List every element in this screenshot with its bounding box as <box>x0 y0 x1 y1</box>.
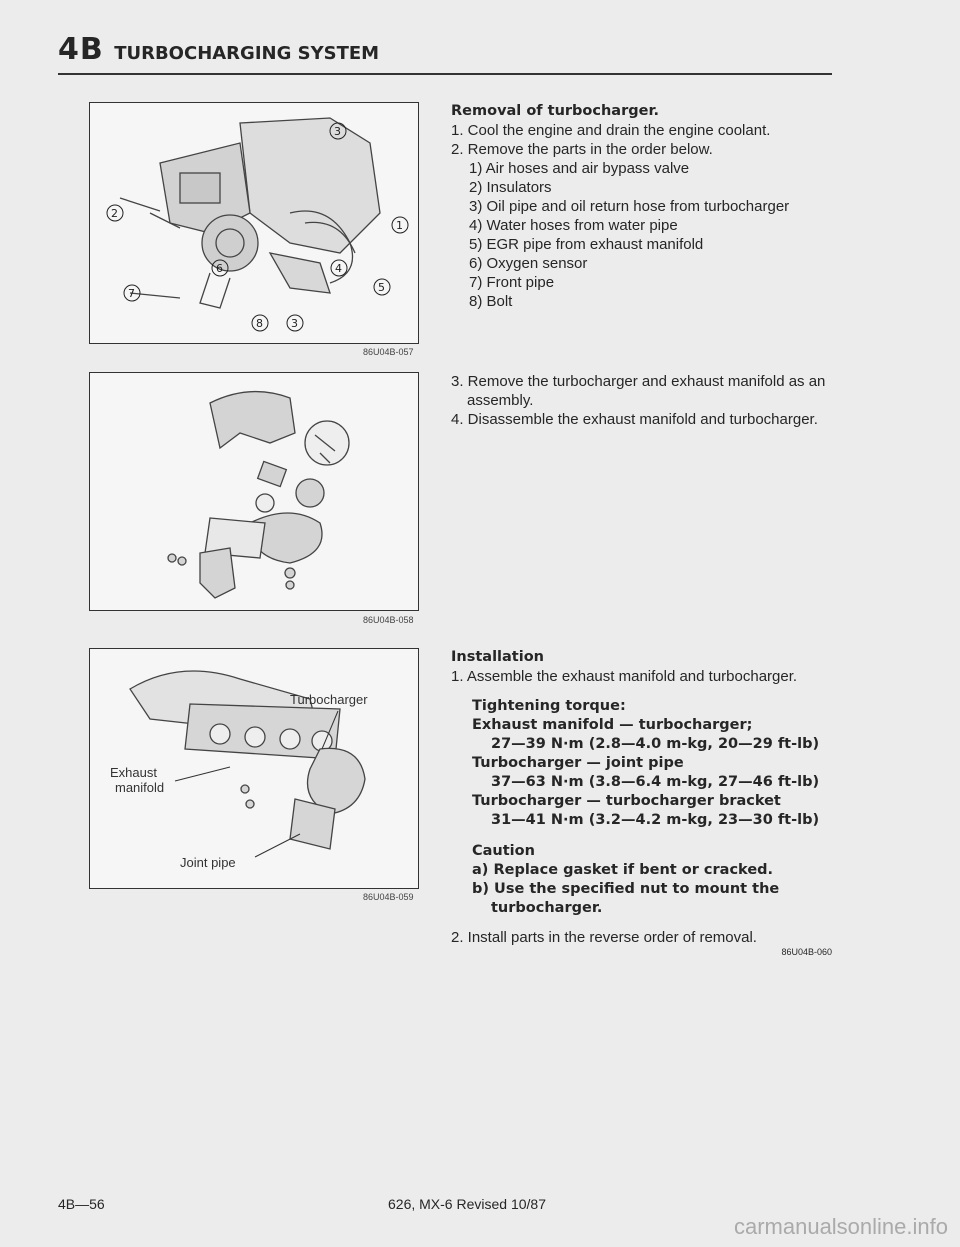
caution-heading: Caution <box>472 843 535 859</box>
exhaust-assembly-illustration <box>90 373 418 610</box>
spacer <box>451 918 846 928</box>
torque-2-label: Turbocharger — joint pipe <box>472 755 684 771</box>
callout-8-icon: 8 <box>256 317 263 330</box>
part-item: 8) Bolt <box>469 293 513 310</box>
callout-7-icon: 7 <box>128 287 135 300</box>
installation-step-1: 1. Assemble the exhaust manifold and turbocharger. <box>451 668 798 685</box>
installation-heading: Installation <box>451 649 544 665</box>
page-number: 4B—56 <box>58 1196 105 1212</box>
spacer <box>451 686 846 697</box>
callout-3-icon: 3 <box>334 125 341 138</box>
removal-heading: Removal of turbocharger. <box>451 103 660 119</box>
callout-3b-icon: 3 <box>291 317 298 330</box>
torque-3-label: Turbocharger — turbocharger bracket <box>472 793 781 809</box>
removal-step-3: 3. Remove the turbocharger and exhaust manifold as an assembly. <box>451 373 826 409</box>
manifold-illustration <box>90 649 418 888</box>
figure-manifold-turbo-joint <box>89 648 419 889</box>
figure-code: 86U04B-057 <box>363 347 414 357</box>
removal-step-4: 4. Disassemble the exhaust manifold and turbocharger. <box>451 411 818 428</box>
callout-5-icon: 5 <box>378 281 385 294</box>
page-header <box>58 32 379 67</box>
part-item: 6) Oxygen sensor <box>469 255 588 272</box>
figure-turbo-assembly <box>89 372 419 611</box>
engine-illustration <box>90 103 418 343</box>
label-joint-pipe: Joint pipe <box>180 855 236 870</box>
torque-1-label: Exhaust manifold — turbocharger; <box>472 717 753 733</box>
part-item: 3) Oil pipe and oil return hose from turbocharger <box>469 198 790 215</box>
removal-section-cont <box>451 372 846 429</box>
part-item: 1) Air hoses and air bypass valve <box>469 160 690 177</box>
section-number: 4B <box>58 32 104 67</box>
callout-4-icon: 4 <box>335 262 342 275</box>
part-item: 5) EGR pipe from exhaust manifold <box>469 236 704 253</box>
part-item: 4) Water hoses from water pipe <box>469 217 678 234</box>
spacer <box>451 830 846 842</box>
removal-step-2: 2. Remove the parts in the order below. <box>451 141 713 158</box>
callout-6-icon: 6 <box>216 262 223 275</box>
label-manifold: manifold <box>115 780 165 795</box>
callout-1-icon: 1 <box>396 219 403 232</box>
part-item: 7) Front pipe <box>469 274 555 291</box>
removal-step-1: 1. Cool the engine and drain the engine coolant. <box>451 122 771 139</box>
section-title: TURBOCHARGING SYSTEM <box>114 43 380 64</box>
installation-section <box>451 648 846 958</box>
header-rule <box>58 73 832 75</box>
figure-code: 86U04B-060 <box>781 947 832 957</box>
caution-b: b) Use the specified nut to mount the turbocharger. <box>472 881 780 916</box>
watermark: carmanualsonline.info <box>733 1214 948 1239</box>
torque-heading: Tightening torque: <box>472 698 626 714</box>
torque-3-value: 31—41 N·m (3.2—4.2 m-kg, 23—30 ft-lb) <box>491 812 820 828</box>
caution-a: a) Replace gasket if bent or cracked. <box>472 862 774 878</box>
removal-section <box>451 102 846 311</box>
figure-turbo-removal-parts <box>89 102 419 344</box>
label-turbocharger: Turbocharger <box>290 692 368 707</box>
model-revision: 626, MX-6 Revised 10/87 <box>388 1196 546 1212</box>
figure-code: 86U04B-059 <box>363 892 414 902</box>
installation-step-2: 2. Install parts in the reverse order of removal. <box>451 929 757 946</box>
part-item: 2) Insulators <box>469 179 552 196</box>
torque-2-value: 37—63 N·m (3.8—6.4 m-kg, 27—46 ft-lb) <box>491 774 820 790</box>
figure-code: 86U04B-058 <box>363 615 414 625</box>
callout-2-icon: 2 <box>111 207 118 220</box>
torque-1-value: 27—39 N·m (2.8—4.0 m-kg, 20—29 ft-lb) <box>491 736 820 752</box>
label-exhaust: Exhaust <box>110 765 157 780</box>
